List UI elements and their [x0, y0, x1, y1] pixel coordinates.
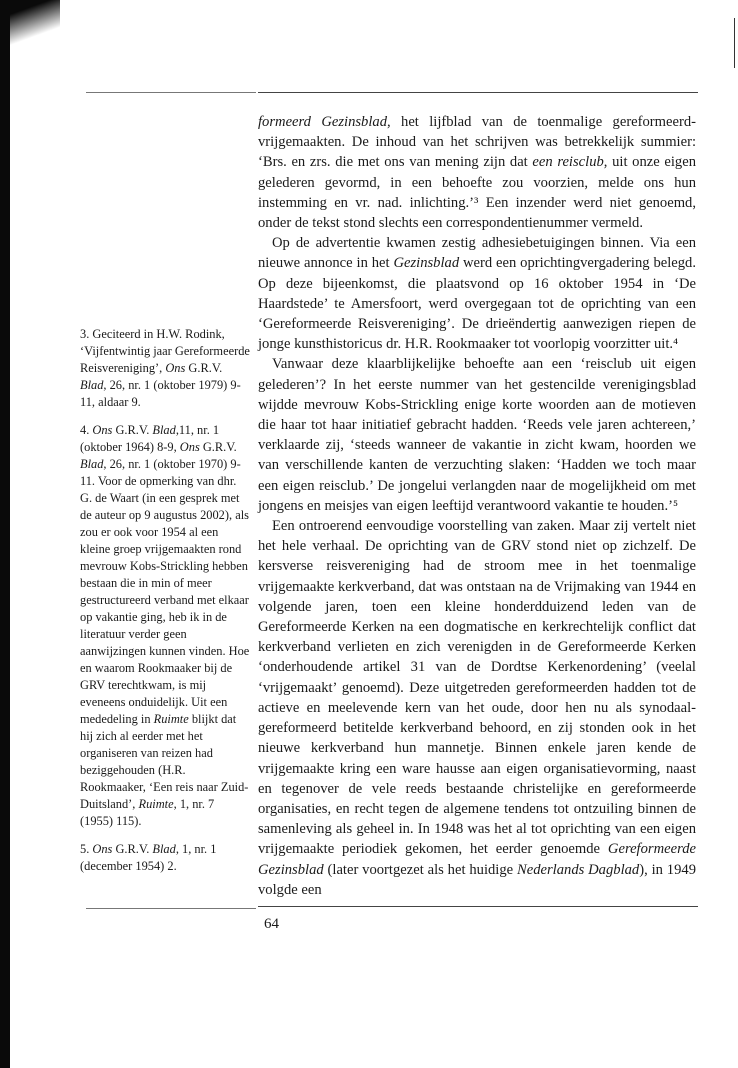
footnote-3: 3. Geciteerd in H.W. Rodink, ‘Vijfentwintig jaar Gereformeerde Reisvereniging’, Ons G.R.V. Blad, 26, nr. 1 (oktober 1979) 9-11, aldaar 9. [80, 327, 250, 409]
top-rule-main [258, 92, 698, 93]
bottom-rule-main [258, 906, 698, 907]
main-text-column [258, 112, 696, 900]
paragraph-2: Op de advertentie kwamen zestig adhesiebetuigingen binnen. Via een nieuwe annonce in het Gezinsblad werd een oprichtingvergadering belegd. Op deze bijeenkomst, die plaatsvond op 16 oktober 1954 in ‘De Haardstede’ te Amersfoort, werd overgegaan tot de oprichting van een ‘Gereformeerde Reisvereniging’. De drieëndertig aanwezigen riepen de jonge kunsthistoricus dr. H.R. Rookmaaker tot voorlopig voorzitter uit.⁴ [258, 235, 696, 353]
scan-edge-right [734, 18, 735, 68]
scan-corner-shadow [0, 0, 60, 60]
bottom-rule-notes [86, 908, 256, 909]
footnotes-column [80, 326, 250, 886]
paragraph-3: Vanwaar deze klaarblijkelijke behoefte aan een ‘reisclub uit eigen gelederen’? In het eerste nummer van het gestencilde verenigingsblad wijdde mevrouw Kobs-Strickling enige korte woorden aan de motieven die haar tot haar initiatief gebracht hadden. ‘Reeds vele jaren achtereen,’ verklaarde zij, ‘steeds wanneer de vakantie in zicht kwam, hoorden we van verschillende kanten de verzuchting slaken: ‘Hadden we toch maar een eigen reisclub.’ De jongelui verlangden naar de mogelijkheid om met jongens en meisjes van eigen leeftijd verantwoord vakantie te houden.’⁵ [258, 356, 696, 514]
page-number: 64 [264, 916, 279, 932]
top-rule-notes [86, 92, 256, 93]
paragraph-1: formeerd Gezinsblad, het lijfblad van de toenmalige gereformeerdvrijgemaakten. De inhoud van het schrijven was betrekkelijk summier: ‘Brs. en zrs. die met ons van mening zijn dat een reisclub, uit onze eigen gelederen gevormd, in een behoefte zou voorzien, melde ons hun instemming en vr. nad. inlichting.’³ Een inzender werd niet genoemd, onder de tekst stond slechts een correspondentienummer vermeld. [258, 114, 697, 232]
scan-edge-left [0, 0, 10, 1068]
footnote-4: 4. Ons G.R.V. Blad,11, nr. 1 (oktober 1964) 8-9, Ons G.R.V. Blad, 26, nr. 1 (oktober 1970) 9-11. Voor de opmerking van dhr. G. de Waart (in een gesprek met de auteur op 9 augustus 2002), als zou er ook voor 1954 al een kleine groep vrijgemaakten rond mevrouw Kobs-Strickling hebben bestaan die in min of meer gestructureerd verband met elkaar op vakantie ging, heb ik in de literatuur verder geen aanwijzingen kunnen vinden. Hoe en waarom Rookmaaker bij de GRV terechtkwam, is mij eveneens onduidelijk. Uit een mededeling in Ruimte blijkt dat hij zich al eerder met het organiseren van reizen had beziggehouden (H.R. Rookmaaker, ‘Een reis naar Zuid-Duitsland’, Ruimte, 1, nr. 7 (1955) 115). [80, 423, 250, 828]
footnote-5: 5. Ons G.R.V. Blad, 1, nr. 1 (december 1954) 2. [80, 842, 217, 873]
paragraph-4: Een ontroerend eenvoudige voorstelling van zaken. Maar zij vertelt niet het hele verhaal. De oprichting van de GRV stond niet op zichzelf. De kersverse reisvereniging had de stroom mee in het toenmalige vrijgemaakte kerkverband, dat was ontstaan na de Vrijmaking van 1944 en volgende jaren, toen een kleine honderdduizend leden van de Gereformeerde Kerken na een dogmatische en kerkrechtelijk conflict dat kerkverband verlieten en zich verenigden in de Gereformeerde Kerken ‘onderhoudende artikel 31 van de Dordtse Kerkenordening’ (veelal ‘vrijgemaakt’ genoemd). Deze uitgetreden gereformeerden hadden tot de actieve en meelevende kern van het oude, door hen nu als synodaal-gereformeerd betitelde kerkverband behoord, en zij stonden ook in het nieuwe kerkverband hun mannetje. Binnen enkele jaren kende de vrijgemaakte kring een ware hausse aan eigen organisatievorming, naast en tegenover de vele reeds bestaande christelijke en gereformeerde organisaties, en recht tegen de algemene tendens tot ontzuiling binnen de samenleving als geheel in. In 1948 was het al tot oprichting van een eigen vrijgemaakte periodiek gekomen, het eerder genoemde Gereformeerde Gezinsblad (later voortgezet als het huidige Nederlands Dagblad), in 1949 volgde een [258, 518, 696, 898]
